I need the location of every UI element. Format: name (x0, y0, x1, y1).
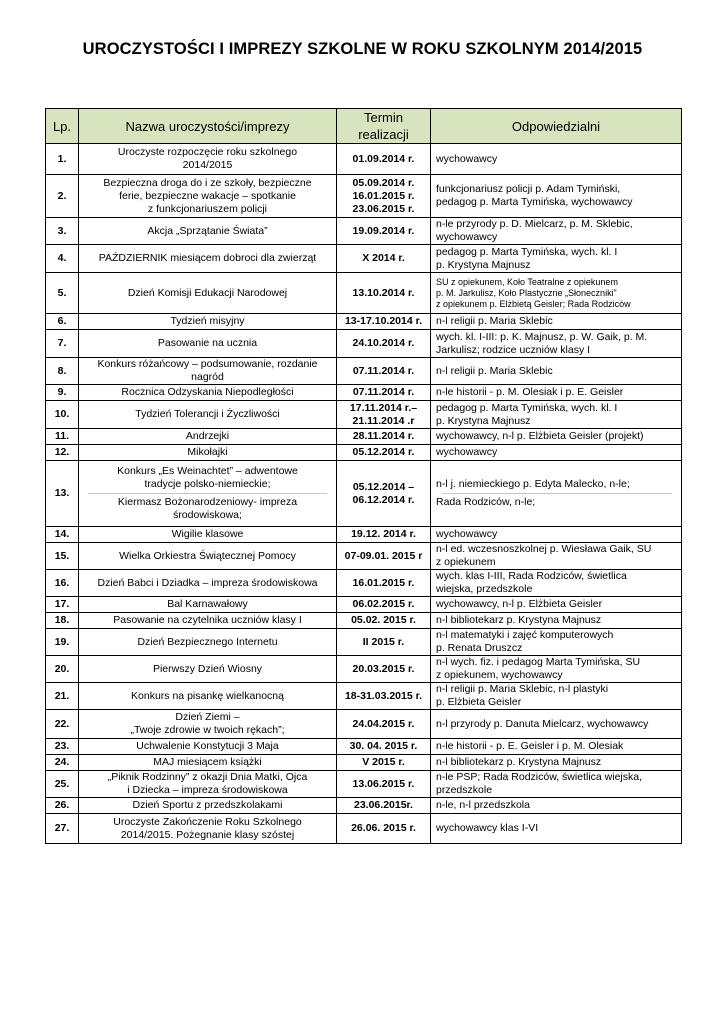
header-responsible: Odpowiedzialni (431, 109, 682, 144)
row-number: 15. (46, 543, 79, 570)
header-event-name: Nazwa uroczystości/imprezy (79, 109, 337, 144)
table-row (46, 461, 682, 527)
row-number: 3. (46, 218, 79, 245)
event-name-line: 2014/2015 (182, 159, 233, 171)
event-name-line: Dzień Sportu z przedszkolakami (132, 799, 283, 811)
event-responsible (431, 401, 682, 429)
table-row (46, 273, 682, 314)
event-name-line: Rocznica Odzyskania Niepodległości (121, 386, 294, 398)
event-name-line: PAŹDZIERNIK miesiącem dobroci dla zwierząt (98, 252, 317, 264)
event-responsible-line: n-l bibliotekarz p. Krystyna Majnusz (436, 614, 602, 626)
event-responsible (431, 429, 682, 445)
row-number: 17. (46, 597, 79, 613)
table-row (46, 683, 682, 710)
event-date (337, 358, 431, 385)
row-number: 12. (46, 445, 79, 461)
event-date-line: 24.10.2014 r. (352, 337, 415, 349)
table-row (46, 629, 682, 656)
event-date-line: 13.06.2015 r. (352, 777, 415, 790)
event-name-line: Pasowanie na czytelnika uczniów klasy I (113, 614, 302, 626)
event-date (337, 814, 431, 844)
event-date (337, 429, 431, 445)
row-number: 7. (46, 330, 79, 358)
header-date: Termin realizacji (337, 109, 431, 144)
event-date-line: 24.04.2015 r. (352, 717, 415, 730)
event-name-line: Wigilie klasowe (171, 528, 244, 540)
event-date (337, 739, 431, 755)
event-responsible (431, 629, 682, 656)
event-date (337, 314, 431, 330)
event-responsible-line: wychowawcy klas I-VI (436, 822, 539, 834)
row-number: 6. (46, 314, 79, 330)
event-name (79, 543, 337, 570)
event-responsible-line: n-le, n-l przedszkola (436, 799, 530, 811)
event-name-line: Akcja „Sprzątanie Świata” (147, 224, 268, 237)
event-responsible-line: wychowawcy, n-l p. Elżbieta Geisler (projekt) (436, 430, 644, 442)
table-row (46, 330, 682, 358)
table-row (46, 771, 682, 798)
event-name (79, 385, 337, 401)
event-responsible (431, 613, 682, 629)
event-name-line: środowiskowa; (173, 509, 242, 521)
event-responsible-line: z opiekunem (436, 556, 496, 568)
event-responsible-line: z opiekunem p. Elżbietą Geisler; Rada Rodziców (436, 298, 631, 309)
event-date (337, 755, 431, 771)
table-row (46, 656, 682, 683)
table-row (46, 570, 682, 597)
event-name-line: Bal Karnawałowy (167, 598, 248, 610)
event-date-line: 05.02. 2015 r. (351, 614, 416, 626)
event-responsible (431, 710, 682, 739)
event-name-line: z funkcjonariuszem policji (147, 202, 268, 215)
event-responsible (431, 144, 682, 175)
event-name-line: Uchwalenie Konstytucji 3 Maja (136, 740, 279, 752)
event-date (337, 401, 431, 429)
row-number: 22. (46, 710, 79, 739)
event-name (79, 358, 337, 385)
event-date (337, 543, 431, 570)
row-number: 5. (46, 273, 79, 314)
event-responsible (431, 527, 682, 543)
event-date-line: 06.02.2015 r. (352, 598, 415, 610)
table-row (46, 527, 682, 543)
event-responsible-line: p. Elżbieta Geisler (436, 696, 522, 708)
row-number: 10. (46, 401, 79, 429)
event-date (337, 218, 431, 245)
event-name (79, 273, 337, 314)
event-responsible-line: funkcjonariusz policji p. Adam Tymiński, (436, 183, 621, 195)
event-date (337, 527, 431, 543)
table-row (46, 798, 682, 814)
event-responsible-line: n-l wych. fiz. i pedagog Marta Tymińska, SU (436, 656, 641, 668)
event-responsible-line: n-l ed. wczesnoszkolnej p. Wiesława Gaik, SU (436, 543, 652, 555)
row-number: 26. (46, 798, 79, 814)
table-row (46, 710, 682, 739)
event-name-line: MAJ miesiącem książki (153, 756, 262, 768)
event-responsible-line: n-le historii - p. E. Geisler i p. M. Olesiak (436, 740, 624, 752)
table-row (46, 429, 682, 445)
event-date (337, 273, 431, 314)
event-name-line: Dzień Babci i Dziadka – impreza środowiskowa (97, 576, 318, 589)
event-responsible-line: wychowawcy (436, 152, 498, 165)
row-number: 2. (46, 175, 79, 218)
event-responsible (431, 358, 682, 385)
event-responsible-line: SU z opiekunem, Koło Teatralne z opiekunem (436, 276, 618, 287)
events-table (45, 108, 682, 844)
row-number: 13. (46, 461, 79, 527)
table-row (46, 218, 682, 245)
event-name-line: ferie, bezpieczne wakacje – spotkanie (119, 189, 296, 202)
event-date-line: II 2015 r. (362, 635, 405, 648)
row-number: 20. (46, 656, 79, 683)
table-row (46, 543, 682, 570)
event-responsible-line: przedszkole (436, 784, 493, 796)
row-number: 1. (46, 144, 79, 175)
event-name (79, 683, 337, 710)
event-date (337, 656, 431, 683)
event-name (79, 771, 337, 798)
event-responsible (431, 739, 682, 755)
row-number: 21. (46, 683, 79, 710)
event-date-line: 07.11.2014 r. (352, 386, 415, 398)
row-number: 14. (46, 527, 79, 543)
event-responsible (431, 683, 682, 710)
event-name (79, 445, 337, 461)
event-name-line: Konkurs różańcowy – podsumowanie, rozdanie (97, 358, 318, 370)
event-name (79, 814, 337, 844)
table-row (46, 814, 682, 844)
event-responsible (431, 597, 682, 613)
event-responsible-line: n-l religii p. Maria Sklebic (436, 364, 553, 377)
header-lp: Lp. (46, 109, 79, 144)
event-responsible-line: n-l j. niemieckiego p. Edyta Malecko, n-le; (436, 478, 630, 490)
event-responsible-line: n-le przyrody p. D. Mielcarz, p. M. Sklebic, (436, 218, 633, 230)
table-row (46, 597, 682, 613)
event-name-line: „Twoje zdrowie w twoich rękach”; (130, 724, 285, 736)
table-row (46, 401, 682, 429)
event-responsible-line: n-l przyrody p. Danuta Mielcarz, wychowawcy (436, 717, 649, 730)
event-responsible-line: wychowawcy (436, 231, 498, 243)
event-responsible (431, 771, 682, 798)
event-responsible-line: Jarkulisz; rodzice uczniów klasy I (436, 343, 591, 356)
event-responsible (431, 798, 682, 814)
row-number: 27. (46, 814, 79, 844)
event-responsible-line: wychowawcy (436, 446, 498, 458)
event-responsible-line: Rada Rodziców, n-le; (436, 496, 536, 508)
event-name-line: Uroczyste Zakończenie Roku Szkolnego (113, 815, 302, 828)
event-responsible-line: wychowawcy, n-l p. Elżbieta Geisler (436, 598, 603, 610)
event-date (337, 570, 431, 597)
event-name-line: Konkurs na pisankę wielkanocną (131, 689, 284, 702)
event-name (79, 739, 337, 755)
event-date-line: 18-31.03.2015 r. (344, 689, 423, 702)
event-date-line: 05.09.2014 r. (352, 176, 415, 189)
event-date (337, 629, 431, 656)
event-responsible-line: n-le historii - p. M. Olesiak i p. E. Geisler (436, 386, 624, 398)
table-row (46, 358, 682, 385)
row-number: 16. (46, 570, 79, 597)
event-name (79, 527, 337, 543)
row-number: 19. (46, 629, 79, 656)
event-name-line: Uroczyste rozpoczęcie roku szkolnego (117, 146, 298, 158)
event-date-line: 06.12.2014 r. (352, 493, 415, 506)
event-responsible-line: pedagog p. Marta Tymińska, wych. kl. I (436, 401, 618, 414)
event-name-line: i Dziecka – impreza środowiskowa (127, 784, 288, 796)
event-name (79, 755, 337, 771)
event-name-line: Pasowanie na ucznia (157, 337, 258, 349)
event-name (79, 218, 337, 245)
event-name-line: 2014/2015. Pożegnanie klasy szóstej (120, 828, 295, 841)
event-date-line: 16.01.2015 r. (352, 576, 415, 589)
event-date-line: 19.09.2014 r. (352, 224, 415, 237)
event-responsible-line: wychowawcy (436, 528, 498, 540)
event-date (337, 683, 431, 710)
row-number: 8. (46, 358, 79, 385)
event-name (79, 429, 337, 445)
event-responsible-line: pedagog p. Marta Tymińska, wychowawcy (436, 196, 633, 208)
event-date (337, 385, 431, 401)
event-name (79, 798, 337, 814)
event-date (337, 461, 431, 527)
table-row (46, 385, 682, 401)
event-responsible-line: wiejska, przedszkole (436, 583, 533, 595)
event-date-line: 20.03.2015 r. (352, 662, 415, 675)
event-date (337, 175, 431, 218)
event-date-line: 13-17.10.2014 r. (344, 315, 423, 327)
table-row (46, 739, 682, 755)
event-responsible-line: n-l religii p. Maria Sklebic, n-l plastyki (436, 683, 609, 695)
event-responsible (431, 656, 682, 683)
event-responsible (431, 385, 682, 401)
event-name (79, 597, 337, 613)
event-date-line: 13.10.2014 r. (352, 286, 415, 299)
row-number: 9. (46, 385, 79, 401)
row-number: 24. (46, 755, 79, 771)
event-name (79, 613, 337, 629)
event-name-line: Bezpieczna droga do i ze szkoły, bezpieczne (103, 176, 312, 189)
event-name (79, 330, 337, 358)
event-name (79, 314, 337, 330)
event-date-line: 16.01.2015 r. (352, 189, 415, 202)
event-responsible (431, 314, 682, 330)
event-responsible-line: n-l religii p. Maria Sklebic (436, 315, 553, 327)
row-number: 18. (46, 613, 79, 629)
event-date (337, 613, 431, 629)
event-responsible (431, 570, 682, 597)
event-date (337, 245, 431, 273)
event-name (79, 710, 337, 739)
cell-divider (88, 493, 327, 494)
event-date-line: 07.11.2014 r. (352, 364, 415, 377)
event-name-line: Andrzejki (185, 430, 230, 442)
event-responsible (431, 814, 682, 844)
event-responsible-line: p. Renata Druszcz (436, 642, 523, 654)
event-responsible-line: pedagog p. Marta Tymińska, wych. kl. I (436, 245, 618, 258)
event-responsible (431, 273, 682, 314)
event-date (337, 445, 431, 461)
event-name-line: Tydzień Tolerancji i Życzliwości (135, 408, 280, 420)
event-date-line: 23.06.2015 r. (352, 202, 415, 215)
table-row (46, 314, 682, 330)
event-date-line: 28.11.2014 r. (352, 430, 415, 442)
table-row (46, 445, 682, 461)
event-date-line: 26.06. 2015 r. (351, 822, 416, 834)
event-responsible (431, 245, 682, 273)
event-responsible-line: p. M. Jarkulisz, Koło Plastyczne „Słoneczniki” (436, 287, 617, 298)
row-number: 4. (46, 245, 79, 273)
event-name (79, 656, 337, 683)
event-name-line: Dzień Komisji Edukacji Narodowej (127, 286, 288, 299)
event-name (79, 175, 337, 218)
row-number: 25. (46, 771, 79, 798)
event-date (337, 710, 431, 739)
event-date-line: 21.11.2014 .r (352, 414, 415, 427)
event-name-line: „Piknik Rodzinny” z okazji Dnia Matki, Ojca (107, 771, 308, 783)
event-date-line: 19.12. 2014 r. (351, 528, 416, 540)
event-responsible (431, 175, 682, 218)
event-name (79, 629, 337, 656)
table-row (46, 755, 682, 771)
event-responsible-line: wych. klas I-III, Rada Rodziców, świetlica (436, 570, 627, 582)
event-responsible-line: n-l bibliotekarz p. Krystyna Majnusz (436, 756, 602, 768)
event-name-line: Wielka Orkiestra Świątecznej Pomocy (119, 549, 296, 562)
event-name (79, 401, 337, 429)
event-date (337, 597, 431, 613)
event-name (79, 570, 337, 597)
event-responsible-line: n-l matematyki i zajęć komputerowych (436, 629, 614, 641)
event-date-line: V 2015 r. (362, 756, 405, 768)
event-responsible-line: z opiekunem, wychowawcy (436, 669, 563, 681)
table-row (46, 613, 682, 629)
page-title: UROCZYSTOŚCI I IMPREZY SZKOLNE W ROKU SZKOLNYM 2014/2015 (82, 40, 643, 58)
event-responsible (431, 755, 682, 771)
event-name-line: Tydzień misyjny (170, 315, 245, 327)
event-responsible-line: p. Krystyna Majnusz (436, 258, 531, 271)
event-date-line: 30. 04. 2015 r. (349, 740, 418, 752)
event-name-line: Dzień Ziemi – (175, 711, 240, 723)
event-responsible-line: n-le PSP; Rada Rodziców, świetlica wiejska, (436, 771, 643, 783)
event-name (79, 461, 337, 527)
event-name (79, 144, 337, 175)
cell-divider (442, 493, 672, 494)
event-responsible-line: p. Krystyna Majnusz (436, 414, 531, 427)
event-responsible (431, 445, 682, 461)
event-date-line: 23.06.2015r. (354, 799, 413, 811)
event-date-line: 07-09.01. 2015 r (344, 549, 423, 562)
event-date (337, 798, 431, 814)
event-date (337, 144, 431, 175)
table-row (46, 175, 682, 218)
event-date-line: 01.09.2014 r. (352, 152, 415, 165)
event-responsible (431, 330, 682, 358)
table-row (46, 245, 682, 273)
event-responsible (431, 543, 682, 570)
event-date-line: 05.12.2014 – (352, 480, 415, 493)
event-name-line: nagród (191, 371, 224, 383)
row-number: 23. (46, 739, 79, 755)
event-date (337, 330, 431, 358)
row-number: 11. (46, 429, 79, 445)
event-date-line: X 2014 r. (362, 252, 405, 264)
event-responsible-line: wych. kl. I-III: p. K. Majnusz, p. W. Gaik, p. M. (436, 330, 648, 343)
event-responsible (431, 218, 682, 245)
event-responsible (431, 461, 682, 527)
event-name-line: Pierwszy Dzień Wiosny (152, 662, 263, 675)
event-date-line: 05.12.2014 r. (352, 446, 415, 458)
event-name-line: Dzień Bezpiecznego Internetu (137, 635, 278, 648)
event-date-line: 17.11.2014 r.– (349, 401, 418, 414)
event-name-line: tradycje polsko-niemieckie; (144, 478, 271, 490)
table-row (46, 144, 682, 175)
event-name-line: Mikołajki (187, 446, 228, 458)
event-name-line: Kiermasz Bożonarodzeniowy- impreza (117, 496, 298, 508)
table-header-row (46, 109, 682, 144)
event-name-line: Konkurs „Es Weinachtet” – adwentowe (117, 465, 298, 477)
event-date (337, 771, 431, 798)
event-name (79, 245, 337, 273)
